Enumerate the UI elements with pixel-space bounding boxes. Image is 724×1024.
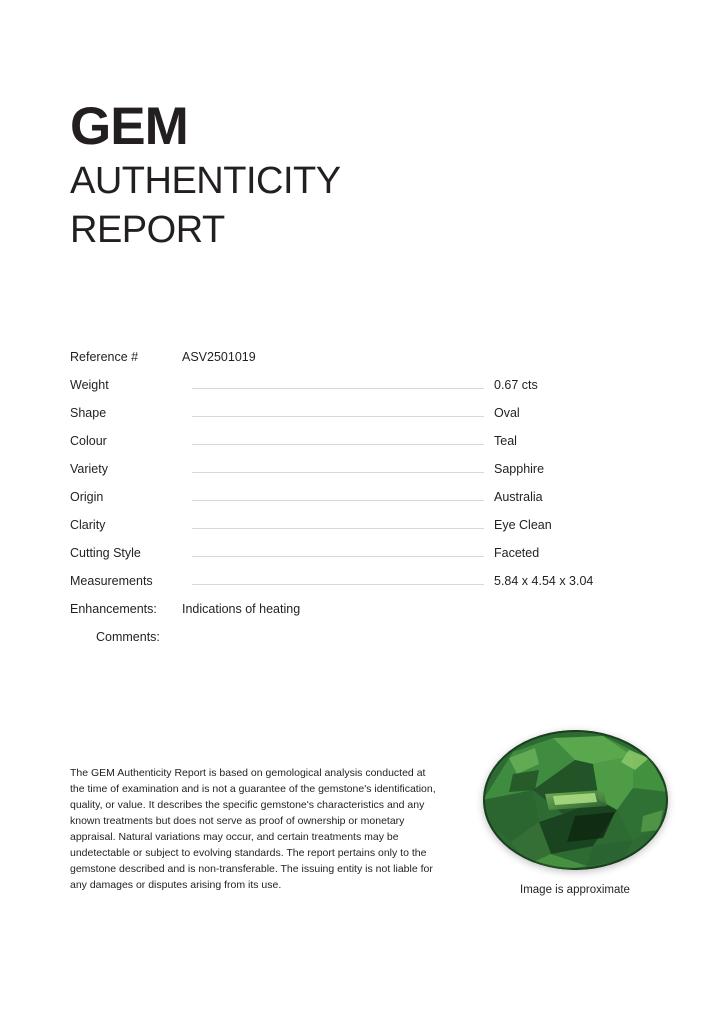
detail-value-weight: 0.67 cts <box>494 378 538 392</box>
detail-value-clarity: Eye Clean <box>494 518 552 532</box>
detail-value-enhancements: Indications of heating <box>182 602 301 616</box>
detail-label-colour: Colour <box>70 434 107 448</box>
leader-line <box>192 387 484 389</box>
leader-line <box>192 443 484 445</box>
detail-label-variety: Variety <box>70 462 108 476</box>
leader-line <box>192 527 484 529</box>
details-table <box>70 350 654 660</box>
detail-value-reference: ASV2501019 <box>182 350 256 364</box>
page-title: GEM <box>70 97 188 156</box>
detail-row-cutting-style <box>70 546 654 574</box>
detail-row-shape <box>70 406 654 434</box>
detail-label-cutting-style: Cutting Style <box>70 546 141 560</box>
detail-row-enhancements <box>70 602 654 630</box>
gem-image-caption: Image is approximate <box>520 884 630 896</box>
detail-row-weight <box>70 378 654 406</box>
detail-value-shape: Oval <box>494 406 520 420</box>
page-subtitle-line1: AUTHENTICITY <box>70 160 341 203</box>
detail-row-origin <box>70 490 654 518</box>
leader-line <box>192 415 484 417</box>
detail-row-clarity <box>70 518 654 546</box>
page-subtitle-line2: REPORT <box>70 208 225 251</box>
detail-label-enhancements: Enhancements: <box>70 602 157 616</box>
detail-label-weight: Weight <box>70 378 109 392</box>
detail-value-origin: Australia <box>494 490 543 504</box>
detail-label-measurements: Measurements <box>70 574 153 588</box>
detail-row-measurements <box>70 574 654 602</box>
detail-row-comments <box>70 630 654 660</box>
detail-row-variety <box>70 462 654 490</box>
gem-facets-icon <box>483 730 668 870</box>
detail-value-variety: Sapphire <box>494 462 545 476</box>
detail-row-reference <box>70 350 654 378</box>
gem-photo <box>483 730 668 870</box>
detail-row-colour <box>70 434 654 462</box>
leader-line <box>192 499 484 501</box>
detail-label-reference: Reference # <box>70 350 139 364</box>
detail-value-colour: Teal <box>494 434 517 448</box>
gem-image-area <box>470 730 680 896</box>
detail-value-cutting-style: Faceted <box>494 546 540 560</box>
detail-value-measurements: 5.84 x 4.54 x 3.04 <box>494 574 594 588</box>
leader-line <box>192 583 484 585</box>
detail-label-comments: Comments: <box>96 630 160 644</box>
report-title-block <box>70 97 590 251</box>
leader-line <box>192 471 484 473</box>
detail-label-shape: Shape <box>70 406 107 420</box>
detail-label-origin: Origin <box>70 490 104 504</box>
detail-label-clarity: Clarity <box>70 518 106 532</box>
gemstone-oval <box>483 730 668 870</box>
disclaimer-text: The GEM Authenticity Report is based on gemological analysis conducted at the time of examination and is not a guarantee of the gemstone's identification, quality, or value. It describes the specific gemstone's characteristics and any known treatments but does not serve as proof of ownership or monetary appraisal. Natural variations may occur, and certain treatments may be undetectable or subject to evolving standards. The report pertains only to the gemstone described and is non-transferable. The issuing entity is not liable for any damages or disputes arising from its use. <box>70 767 436 891</box>
leader-line <box>192 555 484 557</box>
